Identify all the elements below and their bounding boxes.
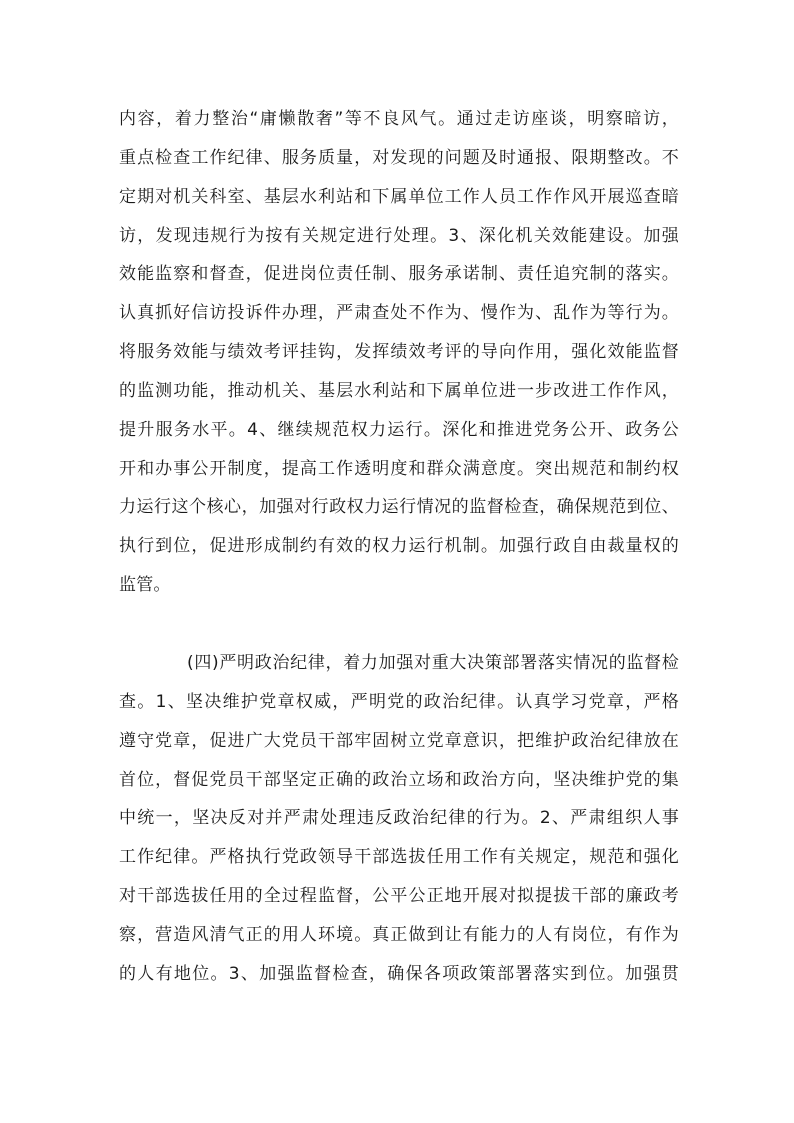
text-line: 察，营造风清气正的用人环境。真正做到让有能力的人有岗位，有作为 — [119, 924, 679, 945]
text-line: 的监测功能，推动机关、基层水利站和下属单位进一步改进工作作风， — [119, 380, 679, 401]
text-line: 效能监察和督查，促进岗位责任制、服务承诺制、责任追究制的落实。 — [119, 264, 679, 285]
text-line: 将服务效能与绩效考评挂钩，发挥绩效考评的导向作用，强化效能监督 — [119, 342, 679, 363]
text-line: 监管。 — [119, 575, 171, 596]
paragraph-political-discipline — [119, 644, 679, 994]
text-line: 遵守党章，促进广大党员干部牢固树立党章意识，把维护政治纪律放在 — [119, 730, 679, 751]
text-line: 重点检查工作纪律、服务质量，对发现的问题及时通报、限期整改。不 — [119, 147, 679, 168]
text-line: 提升服务水平。4、继续规范权力运行。深化和推进党务公开、政务公 — [119, 419, 679, 440]
text-line: 工作纪律。严格执行党政领导干部选拔任用工作有关规定，规范和强化 — [119, 847, 679, 868]
text-line: 首位，督促党员干部坚定正确的政治立场和政治方向，坚决维护党的集 — [119, 769, 679, 790]
text-line: 查。1、坚决维护党章权威，严明党的政治纪律。认真学习党章，严格 — [119, 691, 679, 712]
paragraph-efficiency — [119, 100, 679, 605]
text-line: 内容，着力整治“庸懒散奢”等不良风气。通过走访座谈，明察暗访， — [119, 109, 679, 129]
text-line: 定期对机关科室、基层水利站和下属单位工作人员工作作风开展巡查暗 — [119, 186, 679, 207]
text-line: 认真抓好信访投诉件办理，严肃查处不作为、慢作为、乱作为等行为。 — [119, 303, 679, 324]
text-line: 对干部选拔任用的全过程监督，公平公正地开展对拟提拔干部的廉政考 — [119, 886, 679, 907]
text-line: 开和办事公开制度，提高工作透明度和群众满意度。突出规范和制约权 — [119, 458, 679, 479]
text-line: 访，发现违规行为按有关规定进行处理。3、深化机关效能建设。加强 — [119, 225, 679, 246]
text-line: 力运行这个核心，加强对行政权力运行情况的监督检查，确保规范到位、 — [119, 497, 679, 518]
text-line: 执行到位，促进形成制约有效的权力运行机制。加强行政自由裁量权的 — [119, 536, 679, 557]
text-line: 的人有地位。3、加强监督检查，确保各项政策部署落实到位。加强贯 — [119, 963, 679, 984]
text-line: (四)严明政治纪律，着力加强对重大决策部署落实情况的监督检 — [187, 653, 679, 673]
text-line: 中统一，坚决反对并严肃处理违反政治纪律的行为。2、严肃组织人事 — [119, 808, 679, 829]
